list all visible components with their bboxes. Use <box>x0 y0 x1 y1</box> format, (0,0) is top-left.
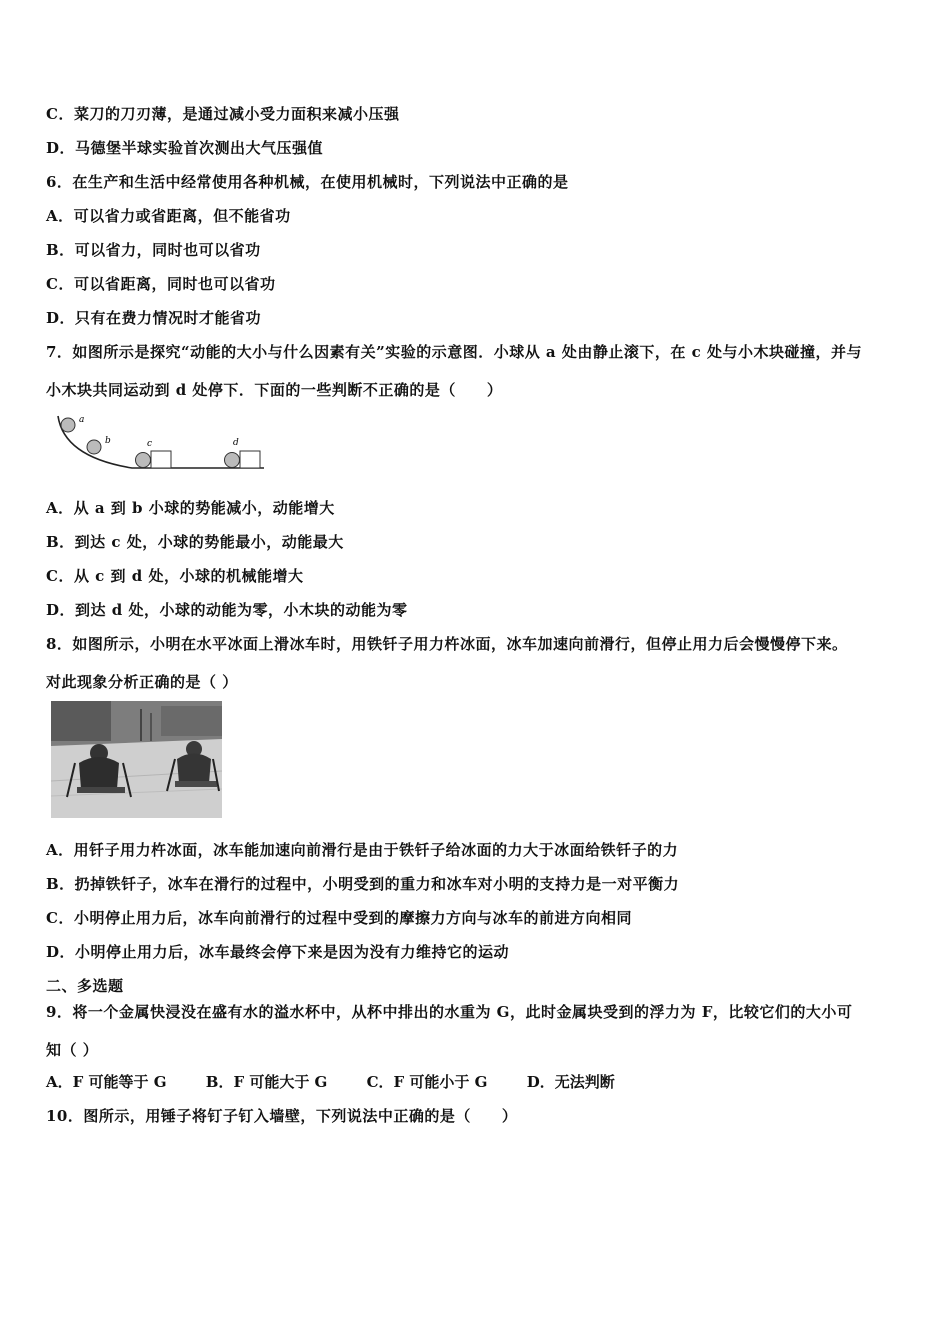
q10-stem: 10．图所示，用锤子将钉子钉入墙壁，下列说法中正确的是（ ） <box>46 1107 518 1125</box>
q7-option-b: B．到达 c 处，小球的势能最小，动能最大 <box>46 533 344 551</box>
q9-option-b: B．F 可能大于 G <box>205 1073 328 1091</box>
q5-option-d: D．马德堡半球实验首次测出大气压强值 <box>46 139 324 157</box>
q8-option-b: B．扔掉铁钎子，冰车在滑行的过程中，小明受到的重力和冰车对小明的支持力是一对平衡力 <box>46 875 680 893</box>
q7-option-c: C．从 c 到 d 处，小球的机械能增大 <box>46 567 304 585</box>
q6-option-b: B．可以省力，同时也可以省功 <box>46 241 261 259</box>
q7-stem-line2: 小木块共同运动到 d 处停下．下面的一些判断不正确的是（ ） <box>46 381 503 399</box>
label-b: b <box>105 436 111 446</box>
q9-option-d: D．无法判断 <box>526 1073 615 1091</box>
q8-option-a: A．用钎子用力杵冰面，冰车能加速向前滑行是由于铁钎子给冰面的力大于冰面给铁钎子的力 <box>46 841 679 859</box>
q9-option-c: C．F 可能小于 G <box>366 1073 488 1091</box>
q6-option-c: C．可以省距离，同时也可以省功 <box>46 275 276 293</box>
q6-option-a: A．可以省力或省距离，但不能省功 <box>46 207 291 225</box>
q8-stem-line1: 8．如图所示，小明在水平冰面上滑冰车时，用铁钎子用力杵冰面，冰车加速向前滑行，但停止用力后会慢慢停下来。 <box>46 635 848 653</box>
q9-stem-line1: 9．将一个金属快浸没在盛有水的溢水杯中，从杯中排出的水重为 G，此时金属块受到的浮力为 F，比较它们的大小可 <box>46 1003 853 1021</box>
label-a: a <box>79 415 85 425</box>
q7-option-d: D．到达 d 处，小球的动能为零，小木块的动能为零 <box>46 601 408 619</box>
q8-option-c: C．小明停止用力后，冰车向前滑行的过程中受到的摩擦力方向与冰车的前进方向相同 <box>46 909 632 927</box>
q9-option-a: A．F 可能等于 G <box>46 1073 167 1091</box>
q6-option-d: D．只有在费力情况时才能省功 <box>46 309 262 327</box>
q9-options <box>46 1071 649 1092</box>
q8-stem-line2: 对此现象分析正确的是（ ） <box>46 673 238 691</box>
q5-option-c: C．菜刀的刀刃薄，是通过减小受力面积来减小压强 <box>46 105 400 123</box>
label-c: c <box>147 439 153 449</box>
q7-ramp-diagram <box>52 412 267 474</box>
q9-stem-line2: 知（ ） <box>46 1041 99 1059</box>
q6-stem: 6．在生产和生活中经常使用各种机械，在使用机械时，下列说法中正确的是 <box>46 173 569 191</box>
q7-option-a: A．从 a 到 b 小球的势能减小，动能增大 <box>46 499 335 517</box>
q8-option-d: D．小明停止用力后，冰车最终会停下来是因为没有力维持它的运动 <box>46 943 510 961</box>
section-heading-multiple-choice: 二、多选题 <box>46 977 124 995</box>
label-d: d <box>233 438 239 448</box>
q8-ice-sled-photo <box>51 701 222 818</box>
q7-stem-line1: 7．如图所示是探究“动能的大小与什么因素有关”实验的示意图．小球从 a 处由静止滚下，在 c 处与小木块碰撞，并与 <box>46 343 862 361</box>
